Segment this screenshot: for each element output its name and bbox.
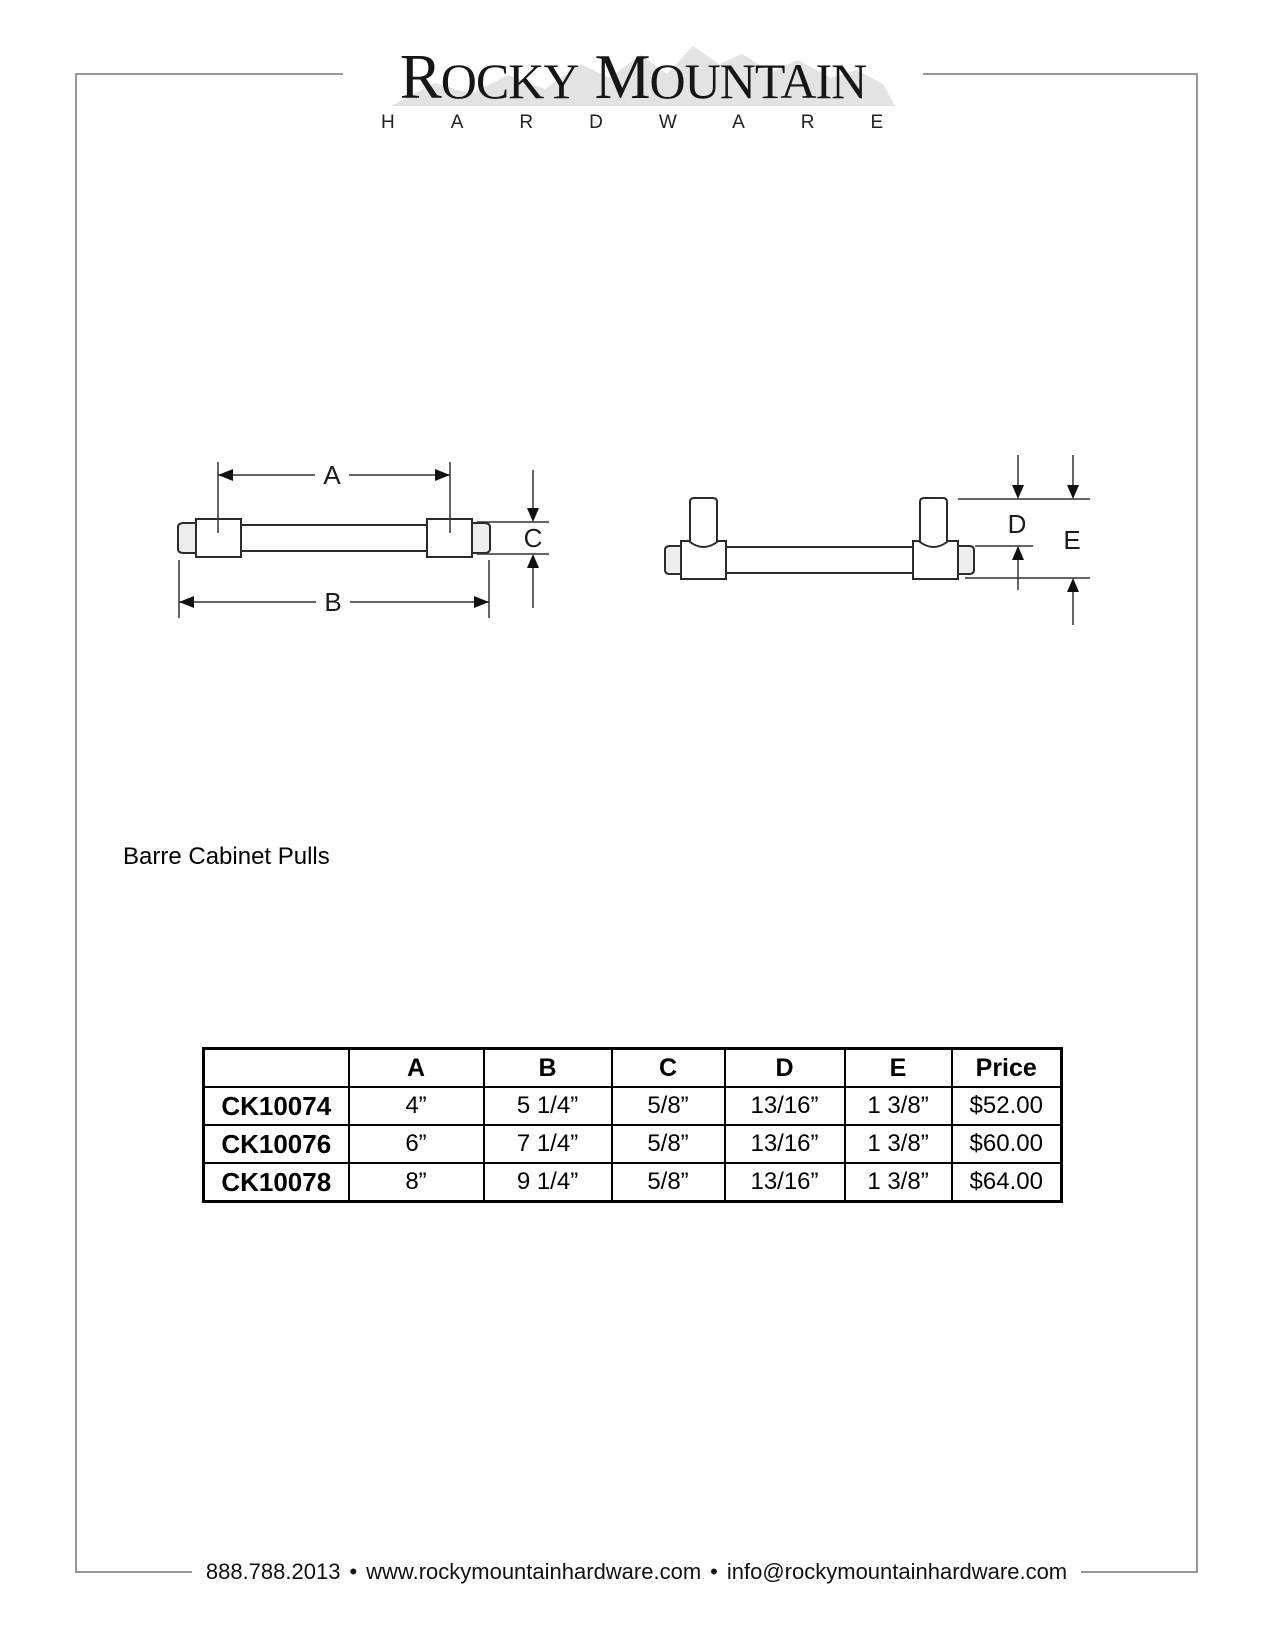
- front-view-drawing: [640, 425, 1100, 630]
- header-model: [204, 1049, 349, 1088]
- brand-word2-initial: M: [594, 42, 650, 112]
- cell-model: CK10076: [204, 1125, 349, 1163]
- dim-label-c: C: [523, 523, 543, 553]
- cell-a: 8”: [349, 1163, 484, 1202]
- pull-end-cap-right: [472, 523, 490, 553]
- dim-label-a: A: [323, 460, 341, 490]
- table-row: [204, 1087, 1062, 1125]
- side-view-drawing: [165, 430, 560, 630]
- cell-price: $60.00: [952, 1125, 1062, 1163]
- cell-model: CK10074: [204, 1087, 349, 1125]
- pull-end-cap-left: [178, 523, 196, 553]
- header-b: B: [484, 1049, 612, 1088]
- pull-upright-post-left: [690, 498, 717, 547]
- cell-c: 5/8”: [612, 1087, 725, 1125]
- pull-end-cap-right: [958, 546, 974, 574]
- header-c: C: [612, 1049, 725, 1088]
- brand-logo: [343, 34, 940, 138]
- brand-word2-rest: OUNTAIN: [649, 53, 867, 109]
- header-e: E: [845, 1049, 952, 1088]
- footer-bullet: •: [710, 1559, 718, 1584]
- table-header-row: [204, 1049, 1062, 1088]
- spec-price-table: [202, 1047, 1063, 1203]
- dim-label-e: E: [1063, 525, 1081, 555]
- cell-model: CK10078: [204, 1163, 349, 1202]
- cell-b: 7 1/4”: [484, 1125, 612, 1163]
- brand-word1-initial: R: [399, 42, 441, 112]
- cell-b: 5 1/4”: [484, 1087, 612, 1125]
- footer: [75, 1555, 1198, 1588]
- dim-label-b: B: [324, 587, 342, 617]
- dim-label-d: D: [1007, 509, 1027, 539]
- pull-upright-post-right: [920, 498, 947, 547]
- cell-c: 5/8”: [612, 1125, 725, 1163]
- footer-email: info@rockymountainhardware.com: [726, 1559, 1068, 1584]
- cell-e: 1 3/8”: [845, 1087, 952, 1125]
- cell-price: $64.00: [952, 1163, 1062, 1202]
- cell-d: 13/16”: [725, 1087, 845, 1125]
- cell-b: 9 1/4”: [484, 1163, 612, 1202]
- cell-d: 13/16”: [725, 1163, 845, 1202]
- header-a: A: [349, 1049, 484, 1088]
- footer-phone: 888.788.2013: [205, 1559, 341, 1584]
- footer-bullet: •: [349, 1559, 358, 1584]
- cell-price: $52.00: [952, 1087, 1062, 1125]
- pull-bar: [241, 525, 427, 551]
- cell-a: 4”: [349, 1087, 484, 1125]
- cell-e: 1 3/8”: [845, 1163, 952, 1202]
- cell-e: 1 3/8”: [845, 1125, 952, 1163]
- cell-c: 5/8”: [612, 1163, 725, 1202]
- header-d: D: [725, 1049, 845, 1088]
- product-title: Barre Cabinet Pulls: [123, 843, 330, 870]
- brand-word1-rest: OCKY: [440, 53, 579, 109]
- brand-subtitle: HARDWARE: [381, 112, 940, 133]
- pull-bar: [726, 547, 913, 573]
- footer-website: www.rockymountainhardware.com: [366, 1559, 702, 1584]
- table-row: [204, 1163, 1062, 1202]
- cell-a: 6”: [349, 1125, 484, 1163]
- pull-end-cap-left: [665, 546, 681, 574]
- table-row: [204, 1125, 1062, 1163]
- footer-contact-line: [192, 1555, 1081, 1588]
- page-border-right: [1196, 73, 1198, 1573]
- header-price: Price: [952, 1049, 1062, 1088]
- cell-d: 13/16”: [725, 1125, 845, 1163]
- brand-name: [343, 42, 923, 112]
- page-border-left: [75, 73, 77, 1573]
